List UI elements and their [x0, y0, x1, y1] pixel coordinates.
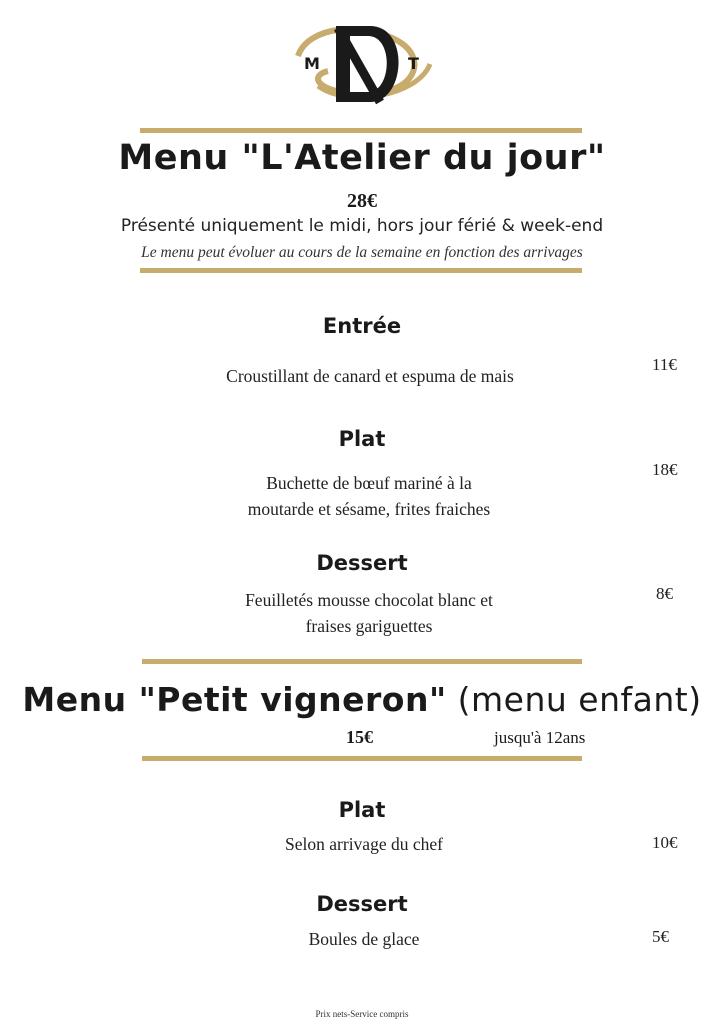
dish-line: Croustillant de canard et espuma de mais [226, 366, 514, 386]
dish-line: fraises gariguettes [305, 616, 433, 636]
dmt-logo [288, 16, 438, 108]
footer-note: Prix nets-Service compris [315, 1009, 409, 1019]
price-plat: 18€ [652, 460, 678, 479]
section-heading-plat: Plat [338, 427, 386, 451]
menu1-header-rule [140, 268, 582, 273]
menu1-subtitle: Présenté uniquement le midi, hors jour férié & week-end [120, 216, 604, 236]
dish-plat [119, 470, 619, 522]
menu1-price: 28€ [347, 190, 377, 212]
dish-dessert [119, 587, 619, 639]
menu2-title-suffix: (menu enfant) [457, 680, 702, 719]
dish-line: moutarde et sésame, frites fraiches [247, 499, 491, 519]
menu2-section-heading-plat: Plat [338, 798, 386, 822]
dish-entree [120, 363, 620, 389]
menu2-section-heading-dessert: Dessert [316, 892, 408, 916]
menu2-price: 15€ [346, 727, 373, 747]
menu1-title: Menu "L'Atelier du jour" [118, 138, 606, 178]
logo-letter-m: M [304, 54, 320, 73]
dish-line: Feuilletés mousse chocolat blanc et [245, 590, 493, 610]
top-rule [140, 128, 582, 133]
menu2-title [0, 680, 724, 719]
menu2-top-rule [142, 659, 582, 664]
menu2-header-rule [142, 756, 582, 761]
section-heading-dessert: Dessert [316, 551, 408, 575]
menu2-price-dessert: 5€ [652, 927, 669, 946]
dish-line: Buchette de bœuf mariné à la [266, 473, 472, 493]
menu2-age-note: jusqu'à 12ans [494, 728, 586, 747]
price-dessert: 8€ [656, 584, 673, 603]
section-heading-entree: Entrée [322, 314, 402, 338]
price-entree: 11€ [652, 355, 677, 374]
menu2-title-main: Menu "Petit vigneron" [22, 680, 447, 719]
menu2-dish-dessert: Boules de glace [308, 929, 420, 949]
menu2-price-plat: 10€ [652, 833, 678, 852]
menu1-note: Le menu peut évoluer au cours de la semaine en fonction des arrivages [141, 244, 583, 261]
menu2-dish-plat: Selon arrivage du chef [285, 834, 443, 854]
logo-letter-t: T [408, 54, 419, 73]
